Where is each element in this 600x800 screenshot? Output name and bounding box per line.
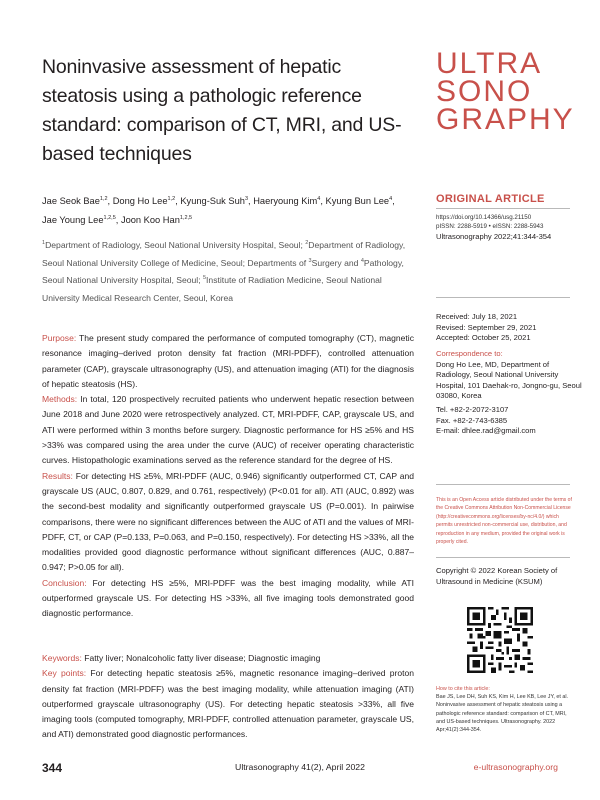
journal-citation-short: Ultrasonography 2022;41:344-354 (436, 232, 552, 241)
abstract-methods: Methods: In total, 120 prospectively recruited patients who underwent hepatic resection between June 2018 and June 2020 were retrospectively analyzed. CT, MRI-PDFF, CAP, grayscale US, and ATI were performed within 3 months before surgery. Diagnostic performance for HS ≥5% and HS >33% was compared using the area under the curve (AUC) of receiver operating characteristic curves. Histopathologic examinations served as the reference standard for the degree of HS. (42, 394, 415, 466)
revised-date: Revised: September 29, 2021 (436, 322, 537, 332)
cite-text: Bae JS, Lee DH, Suh KS, Kim H, Lee KB, Lee JY, et al. Noninvasive assessment of hepatic steatosis using a pathologic reference standard: comparison of CT, MRI, and US-based techniques. Ultrasonography. 2022 Apr;41(2):344-354. (436, 694, 569, 734)
qr-code-icon[interactable] (467, 607, 533, 673)
key-points: Key points: For detecting hepatic steatosis ≥5%, magnetic resonance imaging–derived proton density fat fraction (MRI-PDFF) was the best imaging modality, while attenuation imaging (ATI) outperformed grayscale ultrasonography (US). For detecting hepatic steatosis >33%, all five imaging tools (computed tomography, MRI-PDFF, controlled attenuation parameter, grayscale US, and ATI) demonstrated good diagnostic performances. (42, 668, 414, 740)
page-number: 344 (42, 761, 63, 775)
author-list (42, 192, 412, 230)
accepted-date: Accepted: October 25, 2021 (436, 333, 531, 343)
author: Kyung-Suk Suh$^3$, (180, 196, 254, 206)
affiliations: $^1$Department of Radiology, Seoul National University Hospital, Seoul; $^2$Department of Radiology, Seoul National University College of Medicine, Seoul; Departments of $^3$Surgery and $^4$Pathology, Seoul National University Hospital, Seoul; $^5$Institute of Radiation Medicine, Seoul National University Medical Research Center, Seoul, Korea (42, 240, 406, 303)
issue-info: Ultrasonography 41(2), April 2022 (235, 762, 365, 772)
correspondence-label: Correspondence to: (436, 349, 503, 358)
doi-link[interactable]: https://doi.org/10.14366/usg.21150 (436, 214, 532, 221)
author: Dong Ho Lee$^{1,2}$, (112, 196, 181, 206)
correspondence-address: Dong Ho Lee, MD, Department of Radiology, Seoul National University Hospital, 101 Daehak-ro, Jongno-gu, Seoul 03080, Korea (436, 359, 582, 401)
copyright: Copyright © 2022 Korean Society of Ultrasound in Medicine (KSUM) (436, 566, 558, 586)
article-type: ORIGINAL ARTICLE (436, 193, 545, 205)
keywords-section (42, 651, 414, 743)
abstract (42, 331, 414, 622)
journal-logo (436, 47, 576, 136)
correspondence-tel: Tel. +82-2-2072-3107 (436, 404, 509, 414)
logo-line-3: GRAPHY (436, 103, 575, 136)
issn: pISSN: 2288-5919 • eISSN: 2288-5943 (436, 223, 544, 230)
author: Jae Seok Bae$^{1,2}$, (42, 196, 113, 206)
journal-website-link[interactable]: e-ultrasonography.org (473, 762, 558, 772)
logo-line-1: ULTRA (436, 47, 543, 80)
received-date: Received: July 18, 2021 (436, 312, 518, 321)
open-access-notice: This is an Open Access article distributed under the terms of the Creative Commons Attribution Non-Commercial License (http://creativecommons.org/licenses/by-nc/4.0/) which permits unrestricted non-commercial use, distribution, and reproduction in any medium, provided the original work is properly cited. (436, 497, 572, 546)
article-dates (436, 312, 586, 344)
abstract-purpose: Purpose: The present study compared the performance of computed tomography (CT), magnetic resonance imaging–derived proton density fat fraction (MRI-PDFF), controlled attenuation parameter (CAP), grayscale ultrasonography (US), and attenuation imaging (ATI) for the diagnosis of hepatic steatosis (HS). (42, 333, 414, 389)
cite-label: How to cite this article: (436, 686, 490, 692)
sidebar-divider (436, 208, 570, 209)
correspondence-fax: Fax. +82-2-743-6385 (436, 415, 508, 425)
correspondence (436, 349, 586, 437)
logo-line-2: SONO (436, 75, 533, 108)
author: Haeryoung Kim$^4$, (253, 196, 326, 206)
author: Joon Koo Han$^{1,2,5}$ (120, 215, 193, 225)
article-title: Noninvasive assessment of hepatic steatosis using a pathologic reference standard: comparison of CT, MRI, and US-based techniques (42, 56, 402, 165)
author: Jae Young Lee$^{1,2,5}$, (42, 215, 121, 225)
correspondence-email[interactable]: E-mail: dhlee.rad@gmail.com (436, 426, 536, 436)
sidebar-divider (436, 297, 570, 298)
keywords: Keywords: Fatty liver; Nonalcoholic fatty liver disease; Diagnostic imaging (42, 653, 321, 663)
sidebar-divider (436, 484, 570, 485)
author: Kyung Bun Lee$^4$, (325, 196, 395, 206)
doi-info (436, 213, 586, 231)
sidebar-divider (436, 557, 570, 558)
abstract-conclusion: Conclusion: For detecting HS ≥5%, MRI-PDFF was the best imaging modality, while ATI outperformed grayscale US. For detecting HS >33%, all five imaging tools demonstrated good diagnostic performance. (42, 577, 414, 619)
abstract-results: Results: For detecting HS ≥5%, MRI-PDFF (AUC, 0.946) significantly outperformed CT, CAP and grayscale US (AUC, 0.807, 0.829, and 0.761, respectively) (P<0.01 for all). ATI (AUC, 0.892) was the second-best modality and significantly outperformed grayscale US (P=0.001). In pairwise comparisons, there were no significant differences between the AUC of ATI and the values of MRI-PDFF, CT, or CAP (P=0.133, P=0.063, and P=0.150, respectively). For detecting HS >33%, all the modalities provided good diagnostic performance without significant differences (AUC, 0.887–0.947; P>0.05 for all). (42, 470, 414, 573)
